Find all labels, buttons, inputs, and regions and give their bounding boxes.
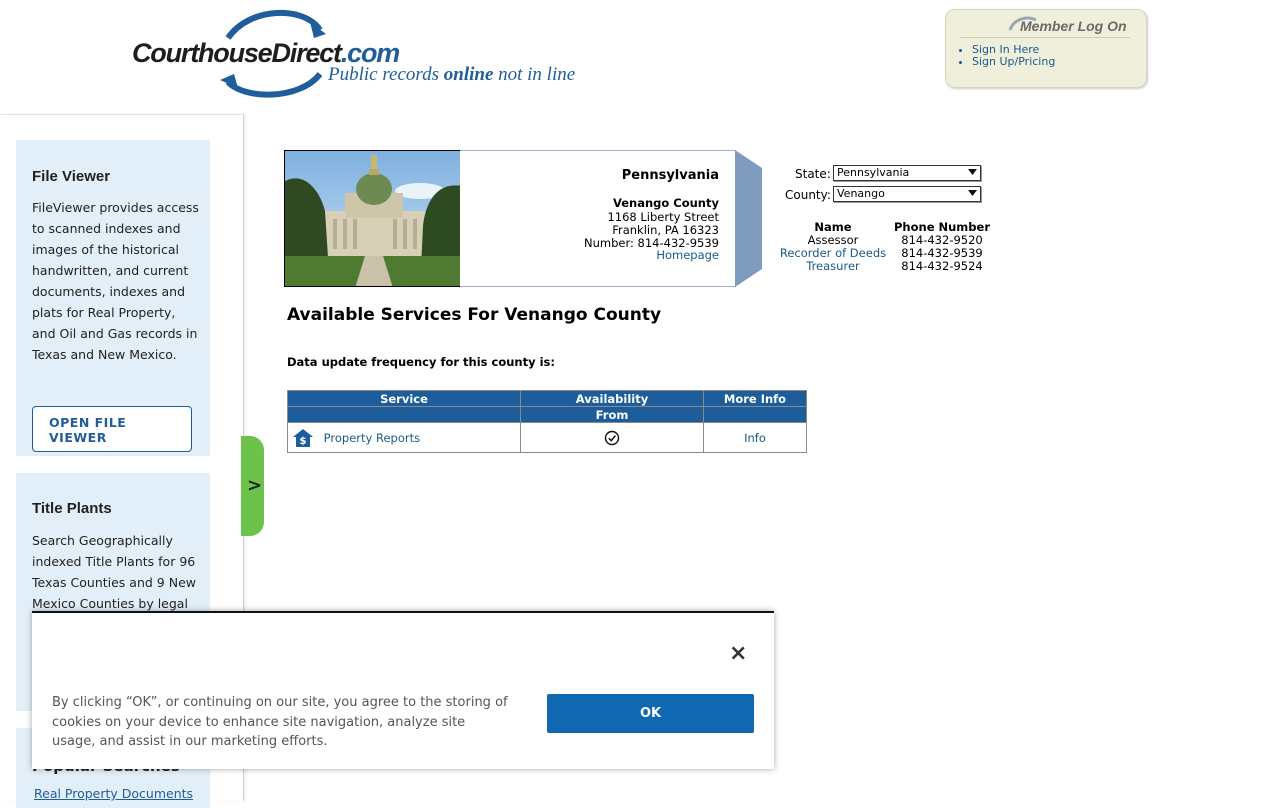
open-file-viewer-button[interactable]: OPEN FILE VIEWER xyxy=(32,406,192,452)
county-select-label: County: xyxy=(785,188,831,202)
chevron-right-icon: > xyxy=(247,475,263,496)
contact-phone: 814-432-9539 xyxy=(901,246,983,260)
county-info-box xyxy=(460,150,736,287)
site-logo[interactable] xyxy=(130,8,590,100)
cookie-consent-banner xyxy=(32,611,774,769)
tagline: Public records online not in line xyxy=(328,64,576,85)
contact-name-link[interactable]: Treasurer xyxy=(806,259,860,273)
close-icon[interactable]: × xyxy=(729,641,748,666)
state-select-label: State: xyxy=(795,167,831,181)
county-name: Venango County xyxy=(612,196,719,210)
contact-phone: 814-432-9524 xyxy=(901,259,983,273)
contact-name-link[interactable]: Recorder of Deeds xyxy=(779,246,887,260)
contact-name: Assessor xyxy=(807,233,859,247)
divider xyxy=(960,37,1130,38)
svg-text:$: $ xyxy=(299,435,307,447)
info-box-bevel xyxy=(735,150,763,287)
column-header-service: Service xyxy=(288,391,521,407)
more-info-cell xyxy=(704,423,807,453)
contact-name-header: Name xyxy=(814,220,852,234)
sidebar-toggle-tab[interactable] xyxy=(241,436,264,536)
table-row xyxy=(288,423,807,453)
title-plants-title: Title Plants xyxy=(32,500,112,517)
title-plants-text: Search Geographically indexed Title Plants for 96 Texas Counties and 9 New Mexico Counties by legal xyxy=(32,533,196,611)
services-table xyxy=(287,390,807,453)
cookie-consent-text: By clicking “OK”, or continuing on our site, you agree to the storing of cookies on your device to enhance site navigation, analyze site usage, and assist in our marketing efforts. xyxy=(52,695,508,749)
sign-in-link[interactable]: Sign In Here xyxy=(972,43,1040,56)
subheader-from: From xyxy=(521,407,704,423)
column-header-availability: Availability xyxy=(521,391,704,407)
availability-cell xyxy=(521,423,704,453)
county-contacts xyxy=(775,220,1000,272)
ok-button[interactable]: OK xyxy=(547,694,754,733)
member-logon-title: Member Log On xyxy=(1020,18,1127,34)
county-street: 1168 Liberty Street xyxy=(607,210,719,224)
contact-phone: 814-432-9520 xyxy=(901,233,983,247)
county-number: Number: 814-432-9539 xyxy=(584,236,719,250)
chevron-down-icon xyxy=(968,190,977,197)
capitol-building-image xyxy=(285,151,461,287)
service-cell xyxy=(288,423,521,453)
county-homepage-link[interactable]: Homepage xyxy=(656,248,719,262)
county-city: Franklin, PA 16323 xyxy=(612,223,719,237)
capitol-photo xyxy=(284,150,461,287)
brand-name: CourthouseDirect.com xyxy=(132,38,400,68)
info-link[interactable]: Info xyxy=(744,430,766,445)
column-header-more-info: More Info xyxy=(704,391,807,407)
file-viewer-card xyxy=(16,140,210,456)
house-dollar-icon xyxy=(292,428,314,448)
chevron-down-icon xyxy=(968,169,977,176)
checkmark-circle-icon xyxy=(604,430,620,446)
update-frequency-text: Data update frequency for this county is: xyxy=(287,355,556,369)
real-property-documents-link[interactable]: Real Property Documents xyxy=(34,786,194,801)
file-viewer-text: FileViewer provides access to scanned indexes and images of the historical handwritten, and current documents, indexes and plats for Real Property, and Oil and Gas records in Texas and New Mexico. xyxy=(32,200,199,362)
file-viewer-title: File Viewer xyxy=(32,168,111,185)
contact-phone-header: Phone Number xyxy=(893,220,990,234)
subheader-blank xyxy=(288,407,521,423)
state-name: Pennsylvania xyxy=(621,168,719,183)
state-select[interactable]: Pennsylvania xyxy=(833,165,981,181)
subheader-blank xyxy=(704,407,807,423)
county-select[interactable]: Venango xyxy=(833,186,981,202)
property-reports-link[interactable]: Property Reports xyxy=(323,430,421,445)
sign-up-link[interactable]: Sign Up/Pricing xyxy=(972,55,1056,68)
member-logon-box xyxy=(945,9,1147,88)
page-title: Available Services For Venango County xyxy=(287,305,662,325)
